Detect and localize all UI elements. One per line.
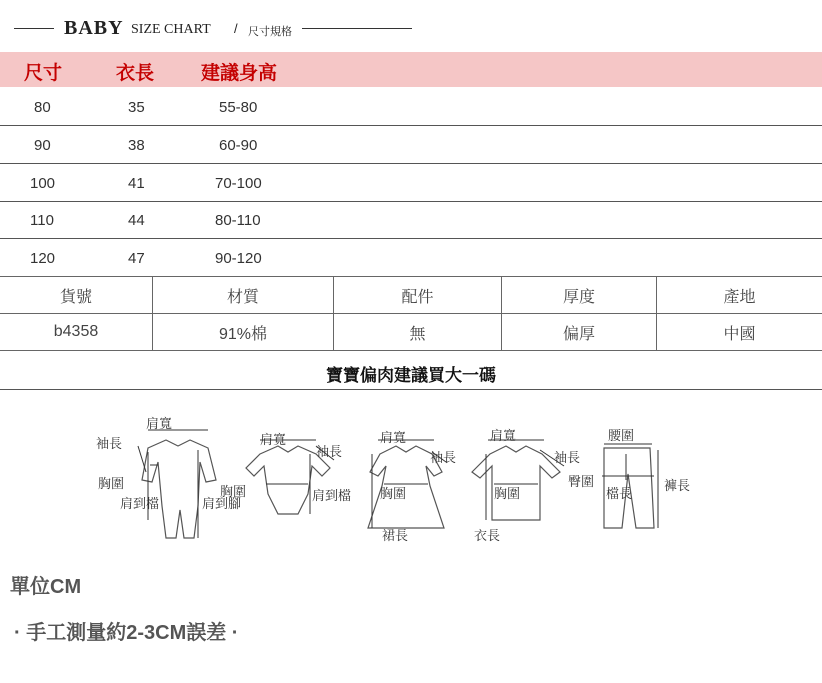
length-cell: 44 <box>128 212 145 229</box>
pants-label-hip: 臀圍 <box>568 474 595 489</box>
bodysuit-label-shoulder: 肩寬 <box>260 432 287 447</box>
spec-value-row <box>0 314 822 351</box>
top-diagram <box>472 428 580 543</box>
sizing-advice-text: 寶寶偏肉建議買大一碼 <box>326 366 496 385</box>
romper-label-sleeve: 袖長 <box>96 436 123 451</box>
dress-label-chest: 胸圍 <box>380 486 407 501</box>
column-header-height: 建議身高 <box>201 63 278 84</box>
spec-header-item-no: 貨號 <box>0 277 153 314</box>
header-subtitle: SIZE CHART <box>131 22 211 37</box>
pants-label-length: 褲長 <box>664 478 691 493</box>
pants-label-crotch: 檔長 <box>606 486 633 501</box>
brand-title: BABY <box>64 17 124 39</box>
top-label-sleeve: 袖長 <box>554 450 581 465</box>
column-header-size: 尺寸 <box>24 63 63 84</box>
length-cell: 47 <box>128 250 145 267</box>
product-spec-table <box>0 276 822 351</box>
header-slash: / <box>234 21 238 36</box>
column-header-length: 衣長 <box>116 63 155 84</box>
spec-header-accessories: 配件 <box>334 277 502 314</box>
height-cell: 80-110 <box>215 212 261 229</box>
length-cell: 41 <box>128 175 145 192</box>
table-row <box>0 164 822 202</box>
measurement-error-note: · 手工測量約2-3CM誤差 · <box>14 622 239 644</box>
spec-header-row <box>0 277 822 314</box>
spec-header-thickness: 厚度 <box>502 277 657 314</box>
dress-label-length: 裙長 <box>382 528 409 543</box>
romper-label-chest: 胸圍 <box>98 476 125 491</box>
top-label-shoulder: 肩寬 <box>490 428 517 443</box>
unit-label: 單位CM <box>10 576 82 598</box>
sizing-advice <box>0 352 822 390</box>
spec-origin: 中國 <box>657 314 822 351</box>
bodysuit-label-chest: 胸圍 <box>220 484 247 499</box>
spec-material: 91%棉 <box>153 314 334 351</box>
dress-diagram <box>368 430 456 543</box>
length-cell: 35 <box>128 99 145 116</box>
spec-header-origin: 產地 <box>657 277 822 314</box>
size-cell: 90 <box>34 137 51 154</box>
spec-thickness: 偏厚 <box>502 314 657 351</box>
pants-diagram <box>568 428 690 528</box>
measurement-diagrams <box>90 410 710 560</box>
top-label-length: 衣長 <box>474 528 501 543</box>
spec-header-material: 材質 <box>153 277 334 314</box>
length-cell: 38 <box>128 137 145 154</box>
romper-label-shoulder-foot: 肩到腳 <box>202 496 242 511</box>
top-label-chest: 胸圍 <box>494 486 521 501</box>
header-rule-left <box>14 28 54 29</box>
height-cell: 60-90 <box>219 137 258 154</box>
size-cell: 110 <box>30 212 54 229</box>
dress-label-sleeve: 袖長 <box>430 450 457 465</box>
size-chart-header <box>14 17 424 41</box>
height-cell: 70-100 <box>215 175 262 192</box>
dress-label-shoulder: 肩寬 <box>380 430 407 445</box>
table-row <box>0 201 822 239</box>
header-rule-right <box>302 28 412 29</box>
table-row <box>0 126 822 164</box>
spec-accessories: 無 <box>334 314 502 351</box>
size-cell: 80 <box>34 99 51 116</box>
table-row <box>0 239 822 277</box>
height-cell: 55-80 <box>219 99 258 116</box>
table-row <box>0 88 822 126</box>
romper-label-shoulder: 肩寬 <box>146 416 173 431</box>
bodysuit-label-sleeve: 袖長 <box>316 444 343 459</box>
pants-label-waist: 腰圍 <box>608 428 635 443</box>
bodysuit-label-shoulder-crotch: 肩到檔 <box>312 488 352 503</box>
size-cell: 100 <box>30 175 56 192</box>
header-chinese-title: 尺寸規格 <box>248 26 292 38</box>
size-cell: 120 <box>30 250 56 267</box>
romper-diagram <box>96 416 241 538</box>
height-cell: 90-120 <box>215 250 262 267</box>
spec-item-no: b4358 <box>0 314 153 351</box>
romper-label-shoulder-crotch: 肩到檔 <box>120 496 160 511</box>
